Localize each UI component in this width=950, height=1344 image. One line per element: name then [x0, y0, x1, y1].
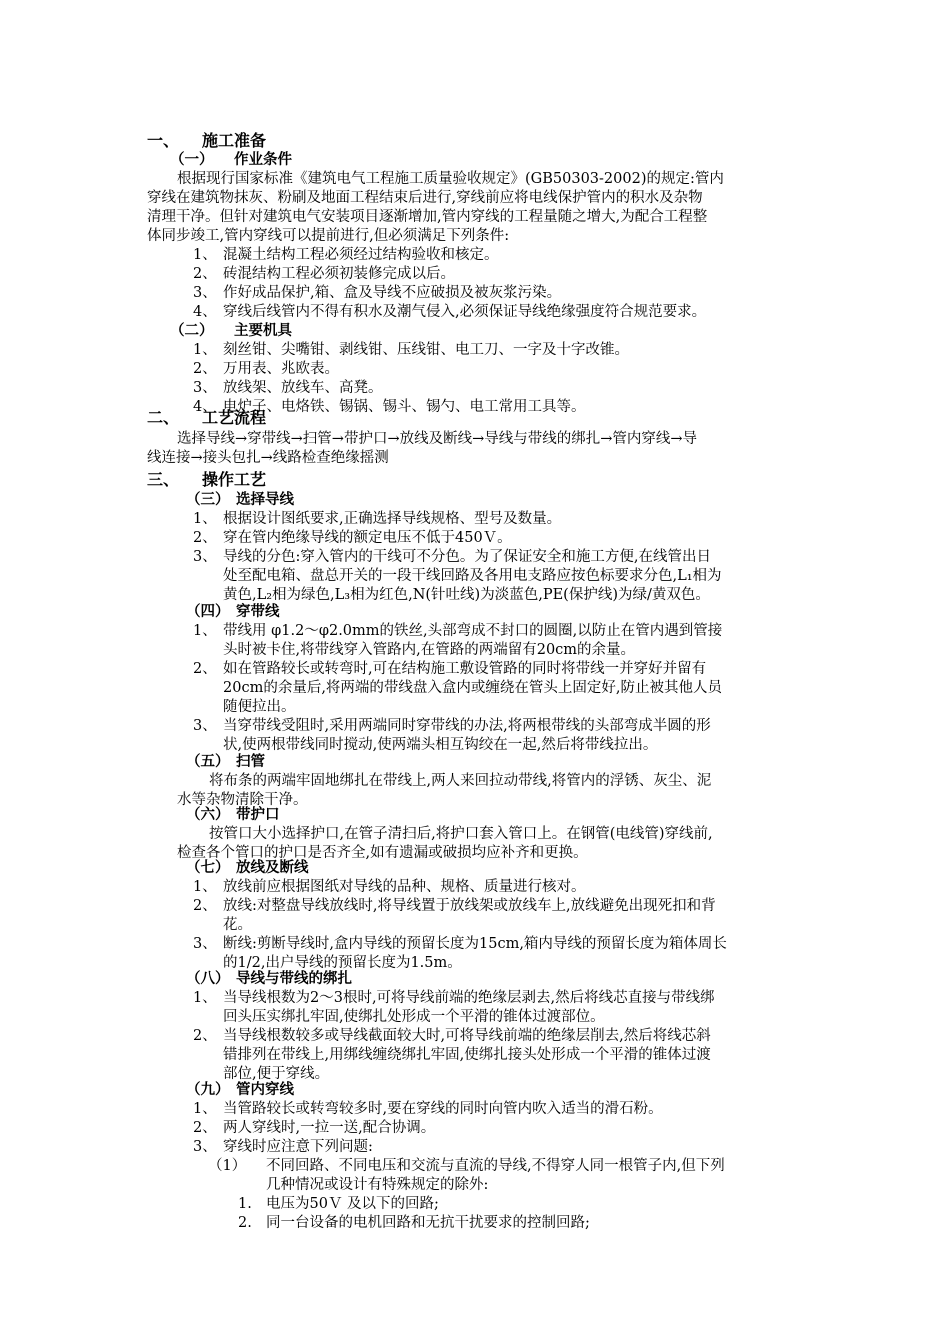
- section-3-heading: [147, 470, 267, 489]
- list-item: 1、 当管路较长或转弯较多时,要在穿线的同时向管内吹入适当的滑石粉。: [193, 1101, 663, 1117]
- subsection-1-heading: [170, 151, 292, 170]
- list-item: 2. 同一台设备的电机回路和无抗干扰要求的控制回路;: [238, 1215, 590, 1231]
- list-item-continuation: 头时被卡住,将带线穿入管路内,在管路的两端留有20cm的余量。: [223, 642, 636, 658]
- process-flow-line: 线连接→接头包扎→线路检查绝缘摇测: [147, 450, 389, 466]
- subsection-2-heading: [170, 322, 292, 341]
- section-3-number: 三、: [147, 470, 180, 489]
- list-item: 3、 穿线时应注意下列问题:: [193, 1139, 373, 1155]
- list-item-continuation: 处至配电箱、盘总开关的一段干线回路及各用电支路应按色标要求分色,L₁相为: [223, 568, 722, 584]
- process-flow-line: 选择导线→穿带线→扫管→带护口→放线及断线→导线与带线的绑扎→管内穿线→导: [177, 431, 698, 447]
- list-item: 3、 作好成品保护,箱、盒及导线不应破损及被灰浆污染。: [193, 285, 562, 301]
- list-item: 2、 如在管路较长或转弯时,可在结构施工敷设管路的同时将带线一并穿好并留有: [193, 661, 707, 677]
- list-item: 1、 放线前应根据图纸对导线的品种、规格、质量进行核对。: [193, 879, 586, 895]
- paragraph-line: 按管口大小选择护口,在管子清扫后,将护口套入管口上。在钢管(电线管)穿线前,: [209, 826, 713, 842]
- subsection-8-heading: （八） 导线与带线的绑扎: [186, 971, 352, 987]
- paragraph-line: 水等杂物清除干净。: [177, 792, 308, 808]
- paragraph-line: 清理干净。但针对建筑电气安装项目逐渐增加,管内穿线的工程量随之增大,为配合工程整: [147, 209, 708, 225]
- section-1-heading: [147, 131, 267, 150]
- section-1-title: 施工准备: [202, 131, 267, 150]
- list-item: 2、 放线:对整盘导线放线时,将导线置于放线架或放线车上,放线避免出现死扣和背: [193, 898, 716, 914]
- list-item-continuation: 随便拉出。: [223, 699, 296, 715]
- list-item: 2、 穿在管内绝缘导线的额定电压不低于450Ｖ。: [193, 530, 512, 546]
- list-item: 2、 万用表、兆欧表。: [193, 361, 339, 377]
- subsection-3-heading: （三） 选择导线: [186, 492, 294, 508]
- paragraph-line: 检查各个管口的护口是否齐全,如有遗漏或破损均应补齐和更换。: [177, 845, 588, 861]
- list-item: 1、 带线用 φ1.2～φ2.0mm的铁丝,头部弯成不封口的圆圈,以防止在管内遇到管接: [193, 623, 723, 639]
- subsection-7-heading: （七） 放线及断线: [186, 860, 309, 876]
- list-item-continuation: 状,使两根带线同时搅动,使两端头相互钩绞在一起,然后将带线拉出。: [223, 737, 658, 753]
- list-item: 4、 电炉子、电烙铁、锡锅、锡斗、锡勺、电工常用工具等。: [193, 399, 586, 415]
- list-item-continuation: 的1/2,出户导线的预留长度为1.5m。: [223, 955, 462, 971]
- subsection-2-number: （二）: [170, 323, 214, 339]
- section-3-title: 操作工艺: [202, 470, 267, 489]
- list-item: 2、 两人穿线时,一拉一送,配合协调。: [193, 1120, 436, 1136]
- list-item: 3、 放线架、放线车、高凳。: [193, 380, 383, 396]
- paragraph-line: 穿线在建筑物抹灰、粉刷及地面工程结束后进行,穿线前应将电线保护管内的积水及杂物: [147, 190, 703, 206]
- list-item-continuation: 错排列在带线上,用绑线缠绕绑扎牢固,使绑扎接头处形成一个平滑的锥体过渡: [223, 1047, 711, 1063]
- list-item: 2、 砖混结构工程必须初装修完成以后。: [193, 266, 455, 282]
- subsection-6-heading: （六） 带护口: [186, 807, 280, 823]
- paragraph-line: 体同步竣工,管内穿线可以提前进行,但必须满足下列条件:: [147, 228, 510, 244]
- list-item-continuation: 回头压实绑扎牢固,使绑扎处形成一个平滑的锥体过渡部位。: [223, 1009, 605, 1025]
- list-item-continuation: 部位,便于穿线。: [223, 1066, 330, 1082]
- list-item: 2、 当导线根数较多或导线截面较大时,可将导线前端的绝缘层削去,然后将线芯斜: [193, 1028, 711, 1044]
- subsection-2-title: 主要机具: [234, 323, 292, 339]
- list-item: 4、 穿线后线管内不得有积水及潮气侵入,必须保证导线绝缘强度符合规范要求。: [193, 304, 707, 320]
- list-item: 1、 根据设计图纸要求,正确选择导线规格、型号及数量。: [193, 511, 562, 527]
- list-item: 3、 当穿带线受阻时,采用两端同时穿带线的办法,将两根带线的头部弯成半圆的形: [193, 718, 711, 734]
- paragraph-line: 将布条的两端牢固地绑扎在带线上,两人来回拉动带线,将管内的浮锈、灰尘、泥: [209, 773, 712, 789]
- list-item: （1） 不同回路、不同电压和交流与直流的导线,不得穿人同一根管子内,但下列: [208, 1158, 725, 1174]
- section-2-heading: [147, 408, 267, 427]
- section-2-number: 二、: [147, 408, 180, 427]
- list-item: 1、 混凝土结构工程必须经过结构验收和核定。: [193, 247, 499, 263]
- subsection-5-heading: （五） 扫管: [186, 754, 265, 770]
- list-item-continuation: 20cm的余量后,将两端的带线盘入盒内或缠绕在管头上固定好,防止被其他人员: [223, 680, 723, 696]
- list-item-continuation: 黄色,L₂相为绿色,L₃相为红色,N(针吐线)为淡蓝色,PE(保护线)为绿/黄双色。: [223, 587, 710, 603]
- paragraph-line: 根据现行国家标准《建筑电气工程施工质量验收规定》(GB50303-2002)的规定:管内: [177, 171, 724, 187]
- list-item-continuation: 花。: [223, 917, 252, 933]
- list-item-continuation: 几种情况或设计有特殊规定的除外:: [266, 1177, 489, 1193]
- list-item: 3、 导线的分色:穿入管内的干线可不分色。为了保证安全和施工方便,在线管出日: [193, 549, 711, 565]
- section-2-title: 工艺流程: [202, 408, 267, 427]
- list-item: 1、 当导线根数为2～3根时,可将导线前端的绝缘层剥去,然后将线芯直接与带线绑: [193, 990, 715, 1006]
- subsection-1-number: （一）: [170, 152, 214, 168]
- list-item: 1、 刻丝钳、尖嘴钳、剥线钳、压线钳、电工刀、一字及十字改锥。: [193, 342, 629, 358]
- subsection-1-title: 作业条件: [234, 152, 292, 168]
- subsection-9-heading: （九） 管内穿线: [186, 1082, 294, 1098]
- list-item: 1. 电压为50Ｖ 及以下的回路;: [238, 1196, 439, 1212]
- subsection-4-heading: （四） 穿带线: [186, 604, 280, 620]
- section-1-number: 一、: [147, 131, 180, 150]
- list-item: 3、 断线:剪断导线时,盒内导线的预留长度为15cm,箱内导线的预留长度为箱体周长: [193, 936, 727, 952]
